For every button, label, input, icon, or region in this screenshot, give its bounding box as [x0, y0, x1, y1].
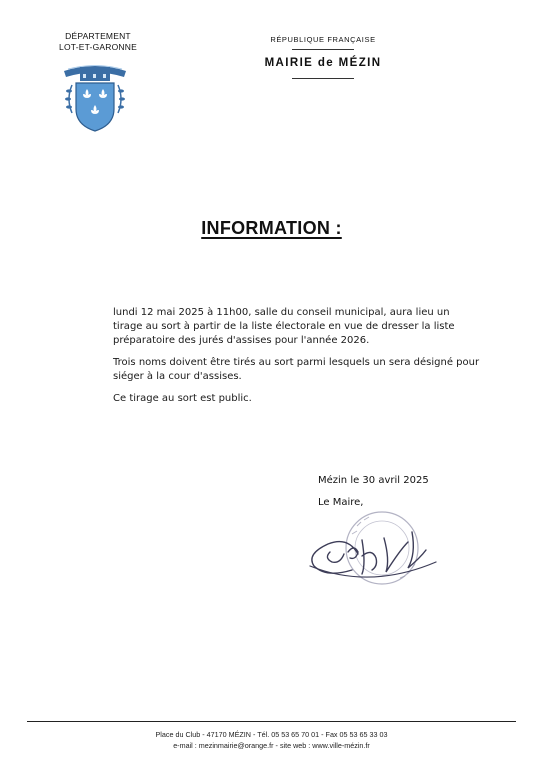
department-name: LOT-ET-GARONNE [59, 42, 137, 52]
body-paragraph: lundi 12 mai 2025 à 11h00, salle du conseil municipal, aura lieu un tirage au sort à partir de la liste électorale en vue de dresser la liste préparatoire des jurés d'assises pour l'année 2026. [113, 307, 455, 346]
notice-body [113, 306, 481, 414]
department-block [34, 31, 162, 53]
footer-contact [27, 729, 516, 751]
document-title-text: INFORMATION : [201, 218, 342, 238]
header-divider [292, 78, 354, 79]
place-date: Mézin le 30 avril 2025 [318, 475, 429, 486]
coat-of-arms-icon [58, 57, 132, 133]
town-stamp-icon [346, 512, 418, 584]
department-label: DÉPARTEMENT [65, 31, 131, 41]
stamp-and-signature [300, 504, 450, 604]
document-title [80, 218, 463, 239]
signer-title: Le Maire, [318, 497, 364, 508]
body-paragraph: Ce tirage au sort est public. [113, 393, 252, 404]
republic-label: RÉPUBLIQUE FRANÇAISE [270, 35, 376, 44]
body-paragraph: Trois noms doivent être tirés au sort parmi lesquels un sera désigné pour siéger à la cour d'assises. [113, 357, 480, 382]
header-divider [292, 49, 354, 50]
footer-divider [27, 721, 516, 722]
footer-address: Place du Club - 47170 MÉZIN - Tél. 05 53 65 70 01 - Fax 05 53 65 33 03 [155, 730, 388, 739]
mairie-title: MAIRIE de MÉZIN [264, 57, 382, 69]
footer-email-web: e-mail : mezinmairie@orange.fr - site web : www.ville-mézin.fr [173, 741, 370, 750]
